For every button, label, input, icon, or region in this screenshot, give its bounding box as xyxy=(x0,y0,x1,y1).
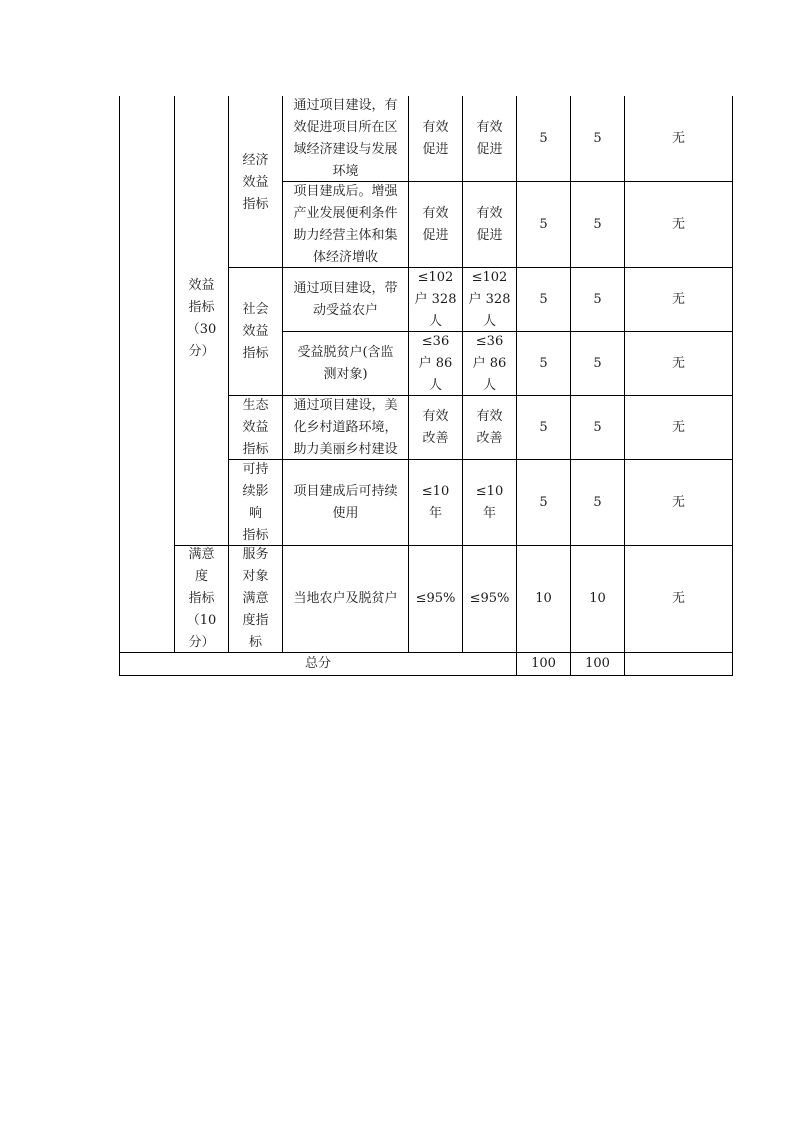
reason-cell: 无 xyxy=(671,494,685,510)
table-rule xyxy=(119,96,120,676)
actual-value-cell: ≤10 年 xyxy=(475,483,504,521)
total-reason xyxy=(625,653,732,675)
indicator-text-cell: 受益脱贫户(含监 测对象) xyxy=(297,344,394,382)
weight-cell: 5 xyxy=(539,291,548,307)
total-label: 总分 xyxy=(304,656,331,671)
actual-value-cell: ≤95% xyxy=(469,591,510,606)
score-cell: 5 xyxy=(593,419,602,435)
level2-indicator-cell: 可持 续影 响 指标 xyxy=(242,461,269,543)
score-cell: 5 xyxy=(593,494,602,510)
level2-indicator-cell: 生态 效益 指标 xyxy=(242,397,269,457)
total-weight: 100 xyxy=(531,656,556,671)
score-cell: 5 xyxy=(593,216,602,232)
indicator-text-cell: 项目建成后。增强 产业发展便利条件 助力经营主体和集 体经济增收 xyxy=(293,183,398,265)
score-cell: 5 xyxy=(593,355,602,371)
actual-value-cell: 有效 促进 xyxy=(476,205,503,243)
target-value-cell: 有效 促进 xyxy=(422,119,449,157)
actual-value-cell: 有效 促进 xyxy=(476,119,503,157)
weight-cell: 5 xyxy=(539,216,548,232)
weight-cell: 5 xyxy=(539,355,548,371)
table-rule xyxy=(732,96,733,676)
score-cell: 10 xyxy=(589,591,606,606)
reason-cell: 无 xyxy=(671,130,685,146)
reason-cell: 无 xyxy=(671,591,685,606)
target-value-cell: 有效 促进 xyxy=(422,205,449,243)
actual-value-cell: ≤36 户 86 人 xyxy=(472,333,507,393)
target-value-cell: ≤10 年 xyxy=(421,483,450,521)
weight-cell: 5 xyxy=(539,419,548,435)
reason-cell: 无 xyxy=(671,419,685,435)
actual-value-cell: 有效 改善 xyxy=(476,408,503,446)
weight-cell: 10 xyxy=(535,591,552,606)
level1-indicator-cell: 满意 度 指标 （10 分） xyxy=(186,547,217,650)
level2-indicator-cell: 服务 对象 满意 度指 标 xyxy=(242,547,269,650)
target-value-cell: ≤102 户 328 人 xyxy=(414,269,457,329)
level1-indicator-cell: 效益 指标 （30 分） xyxy=(186,278,217,359)
target-value-cell: 有效 改善 xyxy=(422,408,449,446)
weight-cell: 5 xyxy=(539,494,548,510)
table-rule xyxy=(119,675,733,676)
weight-cell: 5 xyxy=(539,130,548,146)
target-value-cell: ≤36 户 86 人 xyxy=(418,333,453,393)
reason-cell: 无 xyxy=(671,355,685,371)
score-cell: 5 xyxy=(593,130,602,146)
score-cell: 5 xyxy=(593,291,602,307)
indicator-text-cell: 当地农户及脱贫户 xyxy=(293,591,398,606)
total-score: 100 xyxy=(585,656,610,671)
actual-value-cell: ≤102 户 328 人 xyxy=(468,269,511,329)
indicator-text-cell: 通过项目建设，带 动受益农户 xyxy=(293,280,398,318)
indicator-text-cell: 通过项目建设，有 效促进项目所在区 域经济建设与发展 环境 xyxy=(293,97,398,179)
level2-indicator-cell: 经济 效益 指标 xyxy=(242,153,269,212)
indicator-text-cell: 项目建成后可持续 使用 xyxy=(293,483,398,521)
reason-cell: 无 xyxy=(671,291,685,307)
target-value-cell: ≤95% xyxy=(415,591,456,606)
indicator-text-cell: 通过项目建设，美 化乡村道路环境， 助力美丽乡村建设 xyxy=(293,397,398,457)
level2-indicator-cell: 社会 效益 指标 xyxy=(242,301,269,361)
reason-cell: 无 xyxy=(671,216,685,232)
